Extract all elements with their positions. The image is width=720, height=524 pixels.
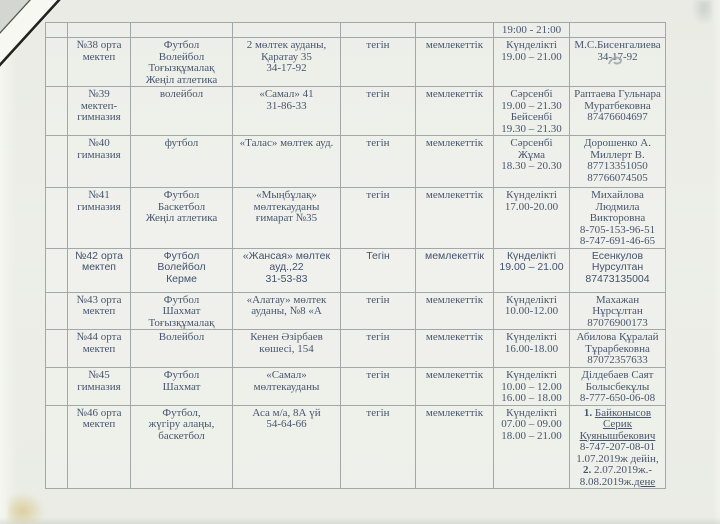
cell-school bbox=[68, 248, 131, 292]
cell-line: Тұрарбековна bbox=[585, 342, 650, 355]
cell-line: №42 орта bbox=[75, 249, 123, 262]
cell-line: Сәрсенбі bbox=[510, 88, 553, 100]
cell-school bbox=[68, 405, 131, 489]
cell-fee bbox=[341, 292, 416, 330]
cell-line: тегін bbox=[366, 293, 390, 306]
cell-line: №45 bbox=[88, 369, 110, 381]
cell-line: №46 орта bbox=[76, 406, 122, 419]
cell-contact bbox=[570, 330, 666, 368]
cell-fee bbox=[341, 405, 416, 489]
scan-bottom-shadow bbox=[0, 517, 720, 524]
cell-line: тегін bbox=[366, 137, 390, 149]
cell-line: Волейбол bbox=[158, 331, 205, 343]
cell-schedule bbox=[494, 38, 570, 87]
cell-line: Күнделікті bbox=[506, 189, 557, 201]
cell-address bbox=[233, 248, 341, 292]
cell-line: Күнделікті bbox=[506, 293, 557, 306]
cell-line: Баскетбол bbox=[157, 200, 206, 213]
cell-line: 87766074505 bbox=[587, 171, 648, 184]
cell-line: 31-53-83 bbox=[265, 272, 308, 285]
cell-sports bbox=[131, 87, 233, 136]
scan-smudge bbox=[692, 0, 712, 26]
cell-line: 18.00 – 21.00 bbox=[501, 429, 562, 442]
cell-fee bbox=[341, 23, 416, 38]
cell-line: «Алатау» мөлтек bbox=[246, 293, 327, 306]
cell-line: Болысбекұлы bbox=[585, 380, 650, 393]
cell-address bbox=[233, 292, 341, 330]
cell-line: Кенен Әзірбаев bbox=[250, 331, 323, 343]
cell-school bbox=[68, 368, 131, 406]
cell-line: Волейбол bbox=[157, 261, 206, 273]
cell-fee bbox=[341, 368, 416, 406]
cell-line: 8-777-650-06-08 bbox=[579, 392, 656, 404]
cell-line: Жеңіл атлетика bbox=[145, 212, 218, 224]
cell-line: тегін bbox=[366, 189, 390, 201]
cell-ownership bbox=[416, 87, 494, 136]
cell-line: Бейсенбі bbox=[510, 111, 553, 123]
cell-school bbox=[68, 188, 131, 249]
cell-line: Серик bbox=[602, 418, 633, 430]
cell-address bbox=[233, 405, 341, 489]
cell-line: Дорошенко А. bbox=[584, 137, 651, 149]
cell-school bbox=[68, 330, 131, 368]
cell-line: 8-705-153-96-51 bbox=[579, 223, 656, 236]
cell-school bbox=[68, 136, 131, 188]
cell-schedule bbox=[494, 368, 570, 406]
cell-line: волейбол bbox=[159, 88, 204, 100]
cell-sports bbox=[131, 23, 233, 38]
cell-line: «Самал» 41 bbox=[259, 88, 314, 100]
table-row bbox=[46, 38, 666, 87]
cell-line: 18.30 – 20.30 bbox=[501, 160, 562, 172]
cell-sports bbox=[131, 248, 233, 292]
cell-line: футбол bbox=[164, 137, 199, 149]
cell-line: мектеп bbox=[82, 261, 116, 273]
cell-line: №41 bbox=[88, 189, 110, 201]
cell-line: тегін bbox=[366, 88, 390, 100]
cell-contact bbox=[570, 405, 666, 489]
cell-fee bbox=[341, 188, 416, 249]
cell-line: 8.08.2019ж.дене bbox=[579, 475, 656, 488]
cell-line: 2 мөлтек ауданы, bbox=[246, 39, 327, 51]
cell-line: мектеп- bbox=[80, 99, 118, 112]
cell-line: 07.00 – 09.00 bbox=[501, 418, 562, 430]
cell-schedule bbox=[494, 248, 570, 292]
cell-line: 17.00-20.00 bbox=[504, 200, 559, 213]
cell-line: «Талас» мөлтек ауд. bbox=[239, 137, 334, 149]
cell-line: Күнделікті bbox=[506, 331, 557, 343]
cell-num bbox=[46, 248, 68, 292]
cell-line: Тоғызқұмалақ bbox=[148, 62, 215, 74]
cell-address bbox=[233, 23, 341, 38]
cell-line: мемлекеттік bbox=[425, 88, 484, 100]
cell-line: Волейбол bbox=[158, 50, 205, 63]
cell-line: тегін bbox=[366, 369, 390, 381]
cell-line: Муратбековна bbox=[584, 99, 651, 112]
cell-sports bbox=[131, 405, 233, 489]
cell-line: Абилова Құралай bbox=[576, 331, 659, 343]
cell-line: №38 орта bbox=[76, 39, 122, 51]
cell-line: мемлекеттік bbox=[425, 293, 484, 306]
cell-line: 1. Байконысов bbox=[583, 406, 652, 419]
cell-num bbox=[46, 188, 68, 249]
cell-num bbox=[46, 136, 68, 188]
cell-line: Махажан bbox=[595, 293, 640, 306]
stain-mark bbox=[8, 493, 44, 523]
cell-line: 8-747-207-08-01 bbox=[579, 441, 656, 453]
cell-line: №40 bbox=[88, 137, 110, 149]
cell-line: 19.00 – 21.00 bbox=[499, 261, 564, 273]
cell-num bbox=[46, 330, 68, 368]
cell-ownership bbox=[416, 248, 494, 292]
cell-line: мемлекеттік bbox=[425, 189, 484, 201]
cell-line: Жұма bbox=[517, 148, 546, 161]
cell-contact bbox=[570, 23, 666, 38]
cell-schedule bbox=[494, 23, 570, 38]
cell-schedule bbox=[494, 136, 570, 188]
cell-contact bbox=[570, 87, 666, 136]
cell-line: мемлекеттік bbox=[425, 369, 484, 381]
cell-fee bbox=[341, 87, 416, 136]
cell-line: мектеп bbox=[82, 305, 116, 317]
cell-line: 87072357633 bbox=[587, 354, 648, 366]
cell-schedule bbox=[494, 87, 570, 136]
cell-line: мемлекеттік bbox=[425, 406, 484, 419]
cell-line: Викторовна bbox=[589, 212, 646, 224]
cell-line: мектеп bbox=[82, 342, 116, 355]
table-body bbox=[46, 23, 666, 489]
cell-line: мемлекеттік bbox=[425, 137, 484, 149]
cell-line: 87076900173 bbox=[587, 316, 648, 329]
cell-line: 1.07.2019ж дейін, bbox=[576, 452, 659, 465]
cell-line: 87473135004 bbox=[585, 272, 650, 285]
cell-line: тегін bbox=[366, 331, 390, 343]
page-corner-fold bbox=[0, 0, 130, 110]
cell-line: Тоғызқұмалақ bbox=[148, 316, 215, 329]
cell-line: тегін bbox=[366, 406, 390, 419]
cell-sports bbox=[131, 368, 233, 406]
cell-line: Күнделікті bbox=[506, 249, 557, 262]
cell-line: Футбол bbox=[163, 39, 200, 51]
cell-line: №43 орта bbox=[76, 293, 122, 306]
cell-line: Қаратау 35 bbox=[261, 50, 312, 63]
table-row bbox=[46, 405, 666, 489]
cell-school bbox=[68, 292, 131, 330]
cell-line: 19.00 – 21.30 bbox=[501, 99, 562, 112]
cell-line: ғимарат №35 bbox=[255, 212, 318, 224]
cell-sports bbox=[131, 38, 233, 87]
cell-line: мектеп bbox=[82, 418, 116, 430]
cell-ownership bbox=[416, 292, 494, 330]
cell-line: Керме bbox=[166, 272, 197, 285]
cell-line: 8-747-691-46-65 bbox=[579, 235, 656, 247]
cell-line: №39 bbox=[88, 88, 110, 100]
cell-line: 10.00-12.00 bbox=[504, 305, 559, 317]
cell-ownership bbox=[416, 330, 494, 368]
cell-line: Футбол bbox=[163, 189, 200, 201]
cell-line: тегін bbox=[366, 39, 390, 51]
cell-line: Футбол bbox=[163, 249, 200, 262]
cell-ownership bbox=[416, 188, 494, 249]
cell-line: гимназия bbox=[77, 200, 121, 213]
cell-line: 19:00 - 21:00 bbox=[501, 24, 562, 36]
cell-line: Сәрсенбі bbox=[510, 137, 553, 149]
cell-line: Футбол bbox=[163, 293, 200, 306]
cell-line: Людмила bbox=[595, 200, 640, 213]
cell-ownership bbox=[416, 368, 494, 406]
cell-line: ауд.,22 bbox=[269, 261, 304, 273]
cell-line: №44 орта bbox=[76, 331, 122, 343]
cell-schedule bbox=[494, 188, 570, 249]
cell-line: Шахмат bbox=[162, 305, 201, 317]
cell-line: 2. 2.07.2019ж.- bbox=[582, 464, 652, 476]
pen-mark bbox=[607, 54, 627, 68]
cell-line: Шахмат bbox=[162, 380, 201, 393]
cell-ownership bbox=[416, 23, 494, 38]
cell-line: Нурсултан bbox=[591, 261, 644, 273]
cell-line: Күнделікті bbox=[506, 39, 557, 51]
scan-right-edge bbox=[713, 0, 720, 524]
cell-fee bbox=[341, 38, 416, 87]
cell-schedule bbox=[494, 405, 570, 489]
cell-address bbox=[233, 188, 341, 249]
cell-fee bbox=[341, 136, 416, 188]
cell-line: 16.00 – 18.00 bbox=[501, 392, 562, 404]
cell-line: мөлтекауданы bbox=[253, 200, 320, 213]
cell-address bbox=[233, 136, 341, 188]
cell-line: ауданы, №8 «А bbox=[251, 305, 322, 317]
table-row bbox=[46, 248, 666, 292]
cell-line: Футбол, bbox=[162, 406, 201, 419]
table-row bbox=[46, 188, 666, 249]
cell-line: Жеңіл атлетика bbox=[145, 73, 218, 86]
cell-contact bbox=[570, 248, 666, 292]
cell-contact bbox=[570, 136, 666, 188]
cell-line: Ділдебаев Саят bbox=[581, 369, 654, 381]
cell-line: Миллерт В. bbox=[590, 148, 645, 161]
cell-line: Нұрсұлтан bbox=[592, 305, 643, 317]
cell-line: баскетбол bbox=[158, 429, 205, 442]
cell-fee bbox=[341, 248, 416, 292]
cell-sports bbox=[131, 188, 233, 249]
cell-address bbox=[233, 87, 341, 136]
cell-line: «Жансая» мөлтек bbox=[242, 249, 331, 262]
cell-address bbox=[233, 368, 341, 406]
cell-address bbox=[233, 330, 341, 368]
cell-line: Күнделікті bbox=[506, 406, 557, 419]
cell-line: мемлекеттік bbox=[425, 39, 484, 51]
cell-schedule bbox=[494, 330, 570, 368]
cell-line: 10.00 – 12.00 bbox=[501, 380, 562, 393]
cell-schedule bbox=[494, 292, 570, 330]
table-row bbox=[46, 23, 666, 38]
cell-line: мемлекеттік bbox=[425, 249, 484, 262]
cell-line: 34-17-92 bbox=[597, 50, 638, 63]
cell-num bbox=[46, 405, 68, 489]
cell-contact bbox=[570, 368, 666, 406]
cell-sports bbox=[131, 136, 233, 188]
cell-line: Күнделікті bbox=[506, 369, 557, 381]
schedule-table bbox=[45, 22, 666, 489]
table-row bbox=[46, 368, 666, 406]
cell-contact bbox=[570, 292, 666, 330]
cell-line: Михайлова bbox=[591, 189, 644, 201]
cell-ownership bbox=[416, 405, 494, 489]
cell-line: гимназия bbox=[77, 380, 121, 393]
table-row bbox=[46, 330, 666, 368]
cell-sports bbox=[131, 330, 233, 368]
cell-line: Тегін bbox=[366, 249, 390, 262]
cell-line: 31-86-33 bbox=[266, 99, 307, 112]
cell-contact bbox=[570, 188, 666, 249]
table-row bbox=[46, 136, 666, 188]
cell-line: Футбол bbox=[163, 369, 200, 381]
cell-line: 19.00 – 21.00 bbox=[501, 50, 562, 63]
cell-line: Аса м/а, 8А үй bbox=[252, 406, 321, 419]
cell-line: жүгіру алаңы, bbox=[148, 418, 215, 430]
cell-line: Есенкулов bbox=[591, 249, 644, 262]
cell-ownership bbox=[416, 38, 494, 87]
cell-fee bbox=[341, 330, 416, 368]
cell-line: мөлтекауданы bbox=[253, 380, 320, 393]
cell-address bbox=[233, 38, 341, 87]
table-row bbox=[46, 292, 666, 330]
cell-line: 54-64-66 bbox=[266, 418, 307, 430]
cell-num bbox=[46, 292, 68, 330]
cell-line: 16.00-18.00 bbox=[504, 342, 559, 355]
cell-line: 87476604697 bbox=[587, 111, 648, 123]
cell-line: Раптаева Гульнара bbox=[574, 88, 661, 100]
cell-line: 19.30 – 21.30 bbox=[501, 122, 562, 135]
cell-sports bbox=[131, 292, 233, 330]
cell-line: 34-17-92 bbox=[266, 62, 307, 74]
cell-line: гимназия bbox=[77, 148, 121, 161]
table-row bbox=[46, 87, 666, 136]
cell-line: Куянышбекович bbox=[579, 429, 656, 442]
cell-num bbox=[46, 368, 68, 406]
cell-line: мектеп bbox=[82, 50, 116, 63]
cell-line: көшесі, 154 bbox=[259, 342, 314, 355]
cell-ownership bbox=[416, 136, 494, 188]
cell-line: М.С.Бисенгалиева bbox=[574, 39, 661, 51]
cell-line: «Самал» bbox=[266, 369, 307, 381]
cell-line: 87713351050 bbox=[587, 160, 648, 172]
cell-line: мемлекеттік bbox=[425, 331, 484, 343]
cell-line: гимназия bbox=[77, 111, 121, 123]
cell-line: «Мыңбұлақ» bbox=[256, 189, 317, 201]
